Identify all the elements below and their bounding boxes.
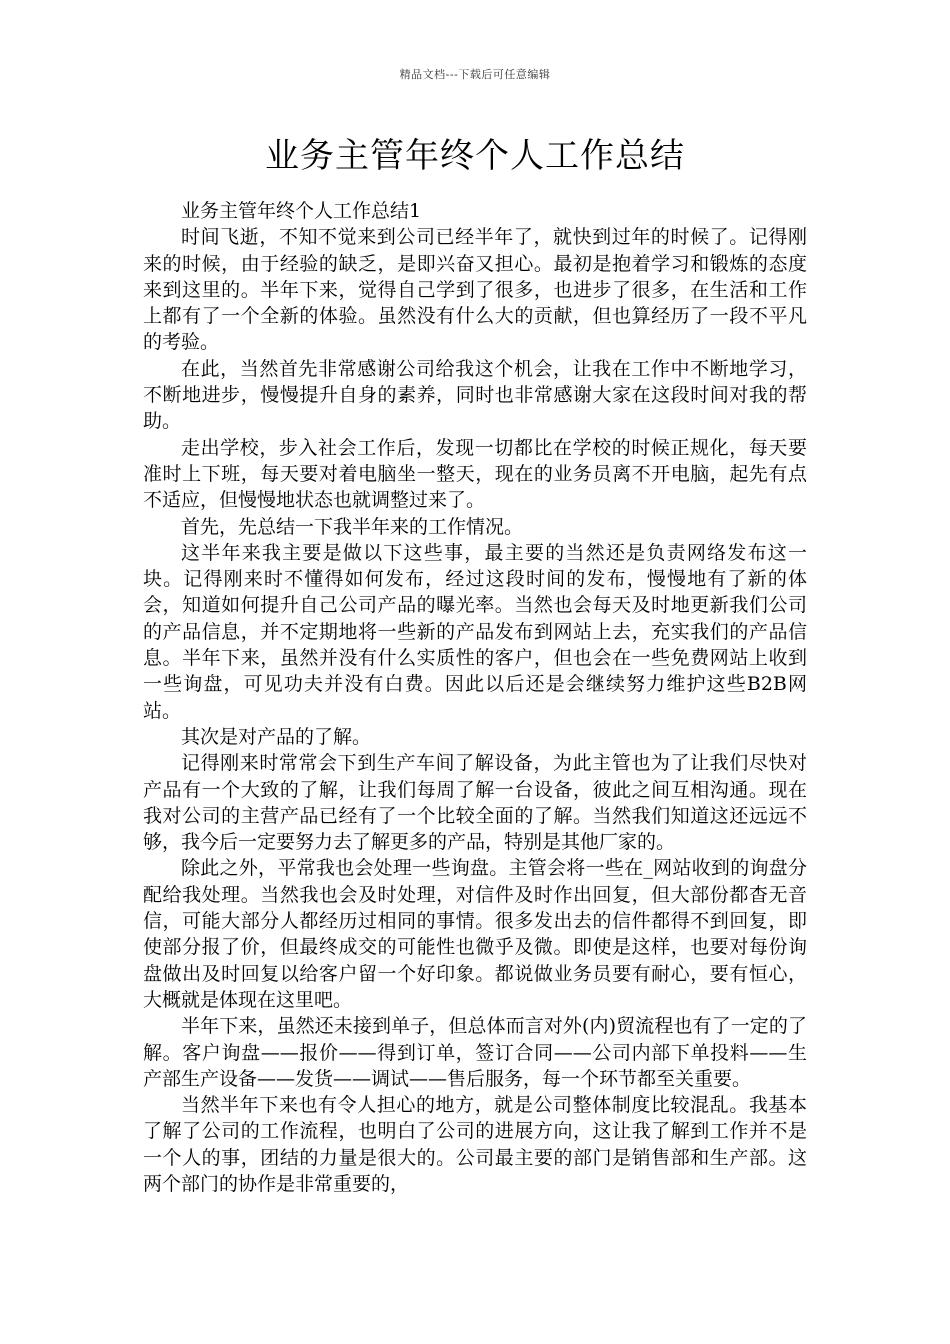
paragraph: 这半年来我主要是做以下这些事，最主要的当然还是负责网络发布这一块。记得刚来时不懂得如何发布，经过这段时间的发布，慢慢地有了新的体会，知道如何提升自己公司产品的曝光率。当然也会每天及时地更新我们公司的产品信息，并不定期地将一些新的产品发布到网站上去，充实我们的产品信息。半年下来，虽然并没有什么实质性的客户，但也会在一些免费网站上收到一些询盘，可见功夫并没有白费。因此以后还是会继续努力维护这些B2B网站。 [143, 541, 807, 722]
paragraph: 其次是对产品的了解。 [181, 725, 372, 748]
paragraph: 走出学校，步入社会工作后，发现一切都比在学校的时候正规化，每天要准时上下班，每天要对着电脑坐一整天，现在的业务员离不开电脑，起先有点不适应，但慢慢地状态也就调整过来了。 [143, 436, 807, 512]
paragraph: 除此之外，平常我也会处理一些询盘。主管会将一些在_网站收到的询盘分配给我处理。当然我也会及时处理，对信件及时作出回复，但大部份都杳无音信，可能大部分人都经历过相同的事情。很多发出去的信件都得不到回复，即使部分报了价，但最终成交的可能性也微乎及微。即使是这样，也要对每份询盘做出及时回复以给客户留一个好印象。都说做业务员要有耐心，要有恒心，大概就是体现在这里吧。 [143, 857, 807, 1011]
paragraph: 在此，当然首先非常感谢公司给我这个机会，让我在工作中不断地学习，不断地进步，慢慢提升自身的素养，同时也非常感谢大家在这段时间对我的帮助。 [143, 357, 807, 433]
paragraph: 半年下来，虽然还未接到单子，但总体而言对外(内)贸流程也有了一定的了解。客户询盘——报价——得到订单，签订合同——公司内部下单投料——生产部生产设备——发货——调试——售后服务，每一个环节都至关重要。 [143, 1015, 807, 1090]
document-body [143, 198, 807, 1197]
document-title: 业务主管年终个人工作总结 [265, 136, 685, 176]
paragraph: 记得刚来时常常会下到生产车间了解设备，为此主管也为了让我们尽快对产品有一个大致的了解，让我们每周了解一台设备，彼此之间互相沟通。现在我对公司的主营产品已经有了一个比较全面的了解。当然我们知道这还远远不够，我今后一定要努力去了解更多的产品，特别是其他厂家的。 [143, 752, 807, 854]
header-note: 精品文档---下载后可任意编辑 [399, 68, 551, 81]
paragraph: 首先，先总结一下我半年来的工作情况。 [181, 515, 524, 538]
paragraph-subtitle: 业务主管年终个人工作总结1 [181, 200, 422, 222]
paragraph: 时间飞逝，不知不觉来到公司已经半年了，就快到过年的时候了。记得刚来的时候，由于经验的缺乏，是即兴奋又担心。最初是抱着学习和锻炼的态度来到这里的。半年下来，觉得自己学到了很多，也进步了很多，在生活和工作上都有了一个全新的体验。虽然没有什么大的贡献，但也算经历了一段不平凡的考验。 [143, 226, 807, 354]
paragraph: 当然半年下来也有令人担心的地方，就是公司整体制度比较混乱。我基本了解了公司的工作流程，也明白了公司的进展方向，这让我了解到工作并不是一个人的事，团结的力量是很大的。公司最主要的部门是销售部和生产部。这两个部门的协作是非常重要的， [143, 1094, 807, 1195]
